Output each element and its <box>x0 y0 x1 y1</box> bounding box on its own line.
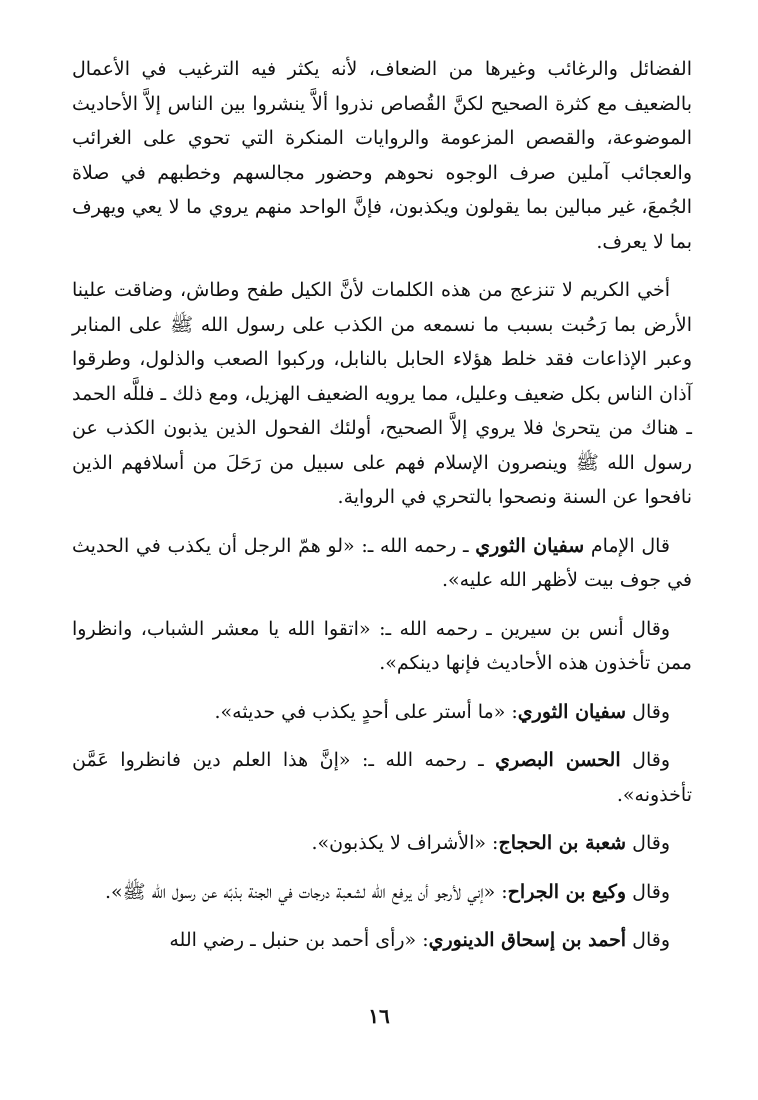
quote-speaker: سفيان الثوري <box>475 534 585 557</box>
page-body <box>72 52 692 958</box>
quote-prefix: وقال <box>632 617 670 640</box>
quote-dinawari <box>72 923 692 958</box>
quote-sufyan-2 <box>72 695 692 730</box>
paragraph-advice: أخي الكريم لا تنزعج من هذه الكلمات لأنَّ الكيل طفح وطاش، وضاقت علينا الأرض بما رَحُبت بسبب ما نسمعه من الكذب على رسول الله ﷺ على المنابر وعبر الإذاعات فقد خلط هؤلاء الحابل بالنابل، وركبوا الصعب والذلول، وطرقوا آذان الناس بكل ضعيف وعليل، مما يرويه الضعيف الهزيل، ومع ذلك ـ فللَّه الحمد ـ هناك من يتحرىٰ فلا يروي إلاَّ الصحيح، أولئك الفحول الذين يذبون الكذب عن رسول الله ﷺ وينصرون الإسلام فهم على سبيل من رَحَلَ من أسلافهم الذين نافحوا عن السنة ونصحوا بالتحري في الرواية. <box>72 279 692 508</box>
quote-anas <box>72 612 692 681</box>
quote-shuba <box>72 826 692 861</box>
quote-speaker: سفيان الثوري <box>517 700 627 723</box>
quote-speaker: شعبة بن الحجاج <box>498 832 627 854</box>
quote-prefix: وقال <box>632 929 670 951</box>
quote-prefix: قال الإمام <box>590 534 671 557</box>
quote-speaker: الحسن البصري <box>495 749 621 771</box>
quote-text: ـ رحمه الله ـ: «لو همّ الرجل أن يكذب في الحديث في جوف بيت لأظهر الله عليه». <box>72 534 692 591</box>
quote-prefix: وقال <box>632 700 670 723</box>
quote-speaker: وكيع بن الجراح <box>507 880 627 903</box>
quote-text: أنس بن سيرين ـ رحمه الله ـ: «اتقوا الله يا معشر الشباب، وانظروا ممن تأخذون هذه الأحاديث فإنها دينكم». <box>72 617 692 674</box>
quote-text: : «ما أستر على أحدٍ يكذب في حديثه». <box>214 700 518 723</box>
paragraph-intro: الفضائل والرغائب وغيرها من الضعاف، لأنه يكثر فيه الترغيب في الأعمال بالضعيف مع كثرة الصحيح لكنَّ القُصاص نذروا ألاَّ ينشروا بين الناس إلاَّ الأحاديث الموضوعة، والقصص المزعومة والروايات المنكرة التي تحوي على الغرائب والعجائب آملين صرف الوجوه نحوهم وحضور مجالسهم وخطبهم في صلاة الجُمعَ، غير مبالين بما يقولون ويكذبون، فإنَّ الواحد منهم يروي ما لا يعي ويهرف بما لا يعرف. <box>72 58 692 253</box>
quote-prefix: وقال <box>632 832 670 854</box>
quote-speaker: أحمد بن إسحاق الدينوري <box>428 929 627 951</box>
quote-prefix: وقال <box>632 749 671 771</box>
quote-text: : «رأى أحمد بن حنبل ـ رضي الله <box>169 929 429 951</box>
quote-text: : «إني لأرجو أن يرفع الله لشعبة درجات في الجنة بذبّه عن رسول الله ﷺ». <box>105 880 508 903</box>
quote-text: ـ رحمه الله ـ: «إنَّ هذا العلم دين فانظروا عَمَّن تأخذونه». <box>72 749 692 806</box>
quote-sufyan-1 <box>72 529 692 598</box>
quote-prefix: وقال <box>632 880 670 903</box>
page-number: ١٦ <box>368 1004 390 1028</box>
quote-hasan <box>72 743 692 812</box>
quote-text: : «الأشراف لا يكذبون». <box>311 832 499 854</box>
quote-waki <box>72 875 692 910</box>
